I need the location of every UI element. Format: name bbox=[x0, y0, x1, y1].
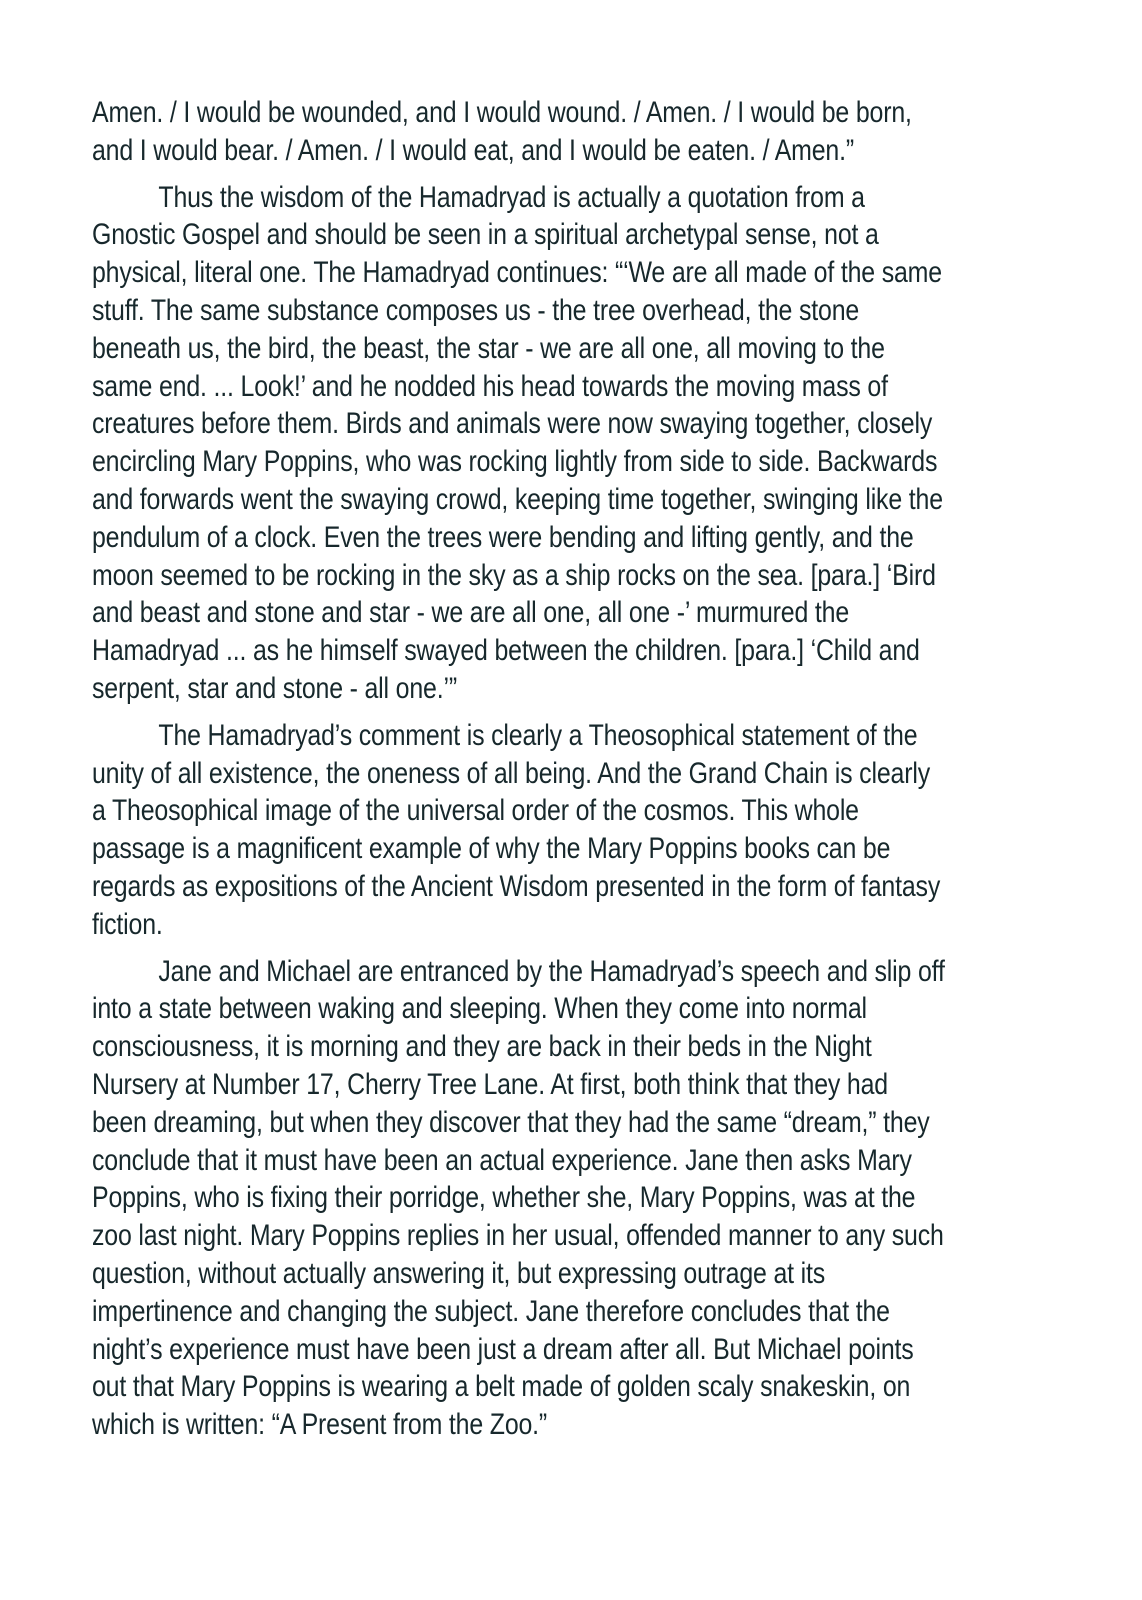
text-line: serpent, star and stone - all one.’” bbox=[92, 671, 457, 705]
text-line: The Hamadryad’s comment is clearly a Theosophical statement of the bbox=[158, 718, 918, 752]
paragraph-amen-litany bbox=[92, 94, 1052, 170]
text-line: been dreaming, but when they discover that they had the same “dream,” they bbox=[92, 1105, 930, 1139]
text-line: Hamadryad ... as he himself swayed between the children. [para.] ‘Child and bbox=[92, 634, 920, 668]
text-line: out that Mary Poppins is wearing a belt made of golden scaly snakeskin, on bbox=[92, 1370, 911, 1404]
text-line: consciousness, it is morning and they are back in their beds in the Night bbox=[92, 1030, 872, 1064]
text-line: night’s experience must have been just a dream after all. But Michael points bbox=[92, 1332, 914, 1366]
text-line: Poppins, who is fixing their porridge, whether she, Mary Poppins, was at the bbox=[92, 1181, 916, 1215]
text-line: moon seemed to be rocking in the sky as a ship rocks on the sea. [para.] ‘Bird bbox=[92, 558, 936, 592]
text-line: Gnostic Gospel and should be seen in a spiritual archetypal sense, not a bbox=[92, 218, 879, 252]
text-line: regards as expositions of the Ancient Wisdom presented in the form of fantasy bbox=[92, 869, 941, 903]
paragraph-hamadryad-wisdom bbox=[92, 179, 1052, 708]
text-line: encircling Mary Poppins, who was rocking lightly from side to side. Backwards bbox=[92, 445, 938, 479]
text-line: physical, literal one. The Hamadryad continues: “‘We are all made of the same bbox=[92, 256, 942, 290]
text-line: stuff. The same substance composes us - the tree overhead, the stone bbox=[92, 293, 860, 327]
text-line: creatures before them. Birds and animals were now swaying together, closely bbox=[92, 407, 933, 441]
text-line: a Theosophical image of the universal order of the cosmos. This whole bbox=[92, 794, 859, 828]
text-line: pendulum of a clock. Even the trees were bending and lifting gently, and the bbox=[92, 520, 914, 554]
document-page bbox=[92, 94, 1052, 1453]
text-line: zoo last night. Mary Poppins replies in her usual, offended manner to any such bbox=[92, 1219, 944, 1253]
paragraph-theosophical-statement bbox=[92, 717, 1052, 944]
paragraph-jane-and-michael bbox=[92, 953, 1052, 1444]
text-line: beneath us, the bird, the beast, the star - we are all one, all moving to the bbox=[92, 331, 885, 365]
text-line: passage is a magnificent example of why the Mary Poppins books can be bbox=[92, 832, 891, 866]
text-line: and beast and stone and star - we are all one, all one -’ murmured the bbox=[92, 596, 850, 630]
text-line: unity of all existence, the oneness of all being. And the Grand Chain is clearly bbox=[92, 756, 930, 790]
text-line: impertinence and changing the subject. Jane therefore concludes that the bbox=[92, 1294, 890, 1328]
text-line: and I would bear. / Amen. / I would eat, and I would be eaten. / Amen.” bbox=[92, 133, 854, 167]
text-line: Nursery at Number 17, Cherry Tree Lane. At first, both think that they had bbox=[92, 1067, 888, 1101]
text-line: Jane and Michael are entranced by the Hamadryad’s speech and slip off bbox=[158, 954, 945, 988]
text-line: conclude that it must have been an actual experience. Jane then asks Mary bbox=[92, 1143, 912, 1177]
text-line: and forwards went the swaying crowd, keeping time together, swinging like the bbox=[92, 482, 943, 516]
text-line: fiction. bbox=[92, 907, 163, 941]
text-line: which is written: “A Present from the Zoo.” bbox=[92, 1408, 548, 1442]
text-line: into a state between waking and sleeping. When they come into normal bbox=[92, 992, 867, 1026]
text-line: same end. ... Look!’ and he nodded his head towards the moving mass of bbox=[92, 369, 888, 403]
text-line: question, without actually answering it, but expressing outrage at its bbox=[92, 1256, 826, 1290]
text-line: Amen. / I would be wounded, and I would wound. / Amen. / I would be born, bbox=[92, 96, 912, 129]
text-line: Thus the wisdom of the Hamadryad is actually a quotation from a bbox=[158, 180, 865, 214]
